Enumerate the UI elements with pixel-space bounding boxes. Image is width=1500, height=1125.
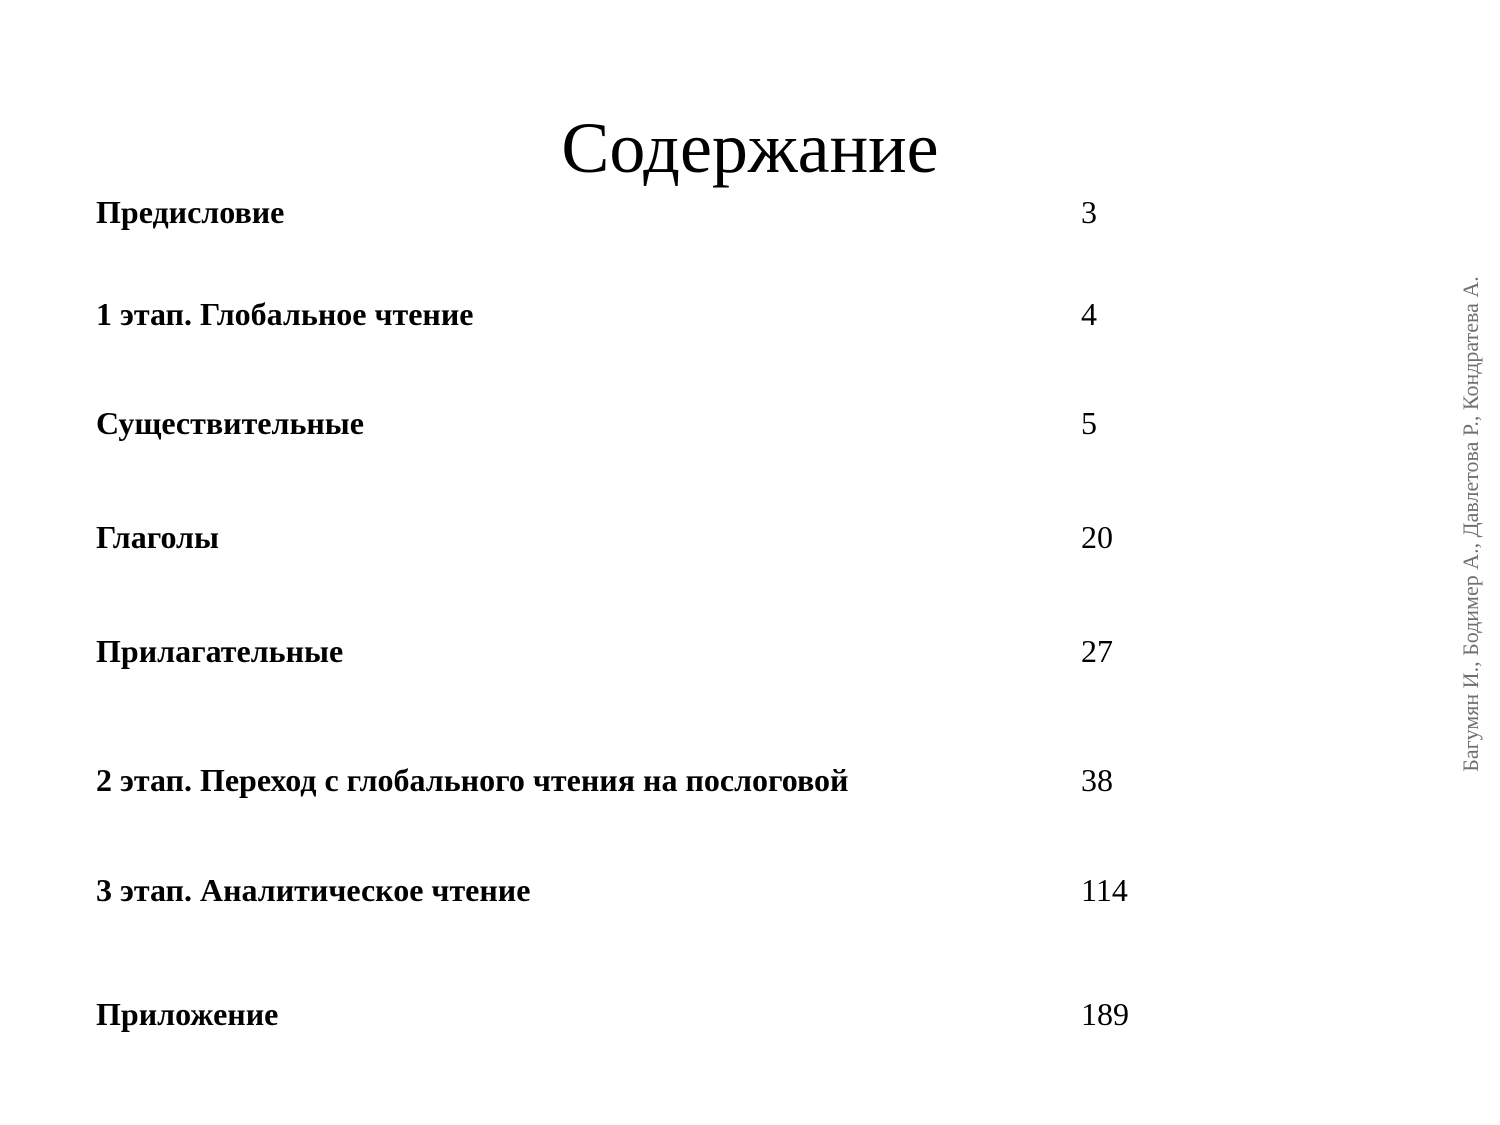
toc-entry-label: Приложение	[96, 996, 279, 1032]
toc-entry[interactable]	[96, 292, 1196, 336]
toc-entry-label: 3 этап. Аналитическое чтение	[96, 872, 531, 908]
toc-entry[interactable]	[96, 758, 1196, 802]
toc-entry-page: 3	[1081, 194, 1097, 230]
toc-entry[interactable]	[96, 401, 1196, 445]
toc-entry[interactable]	[96, 629, 1196, 673]
toc-entry[interactable]	[96, 515, 1196, 559]
toc-entry-label: Глаголы	[96, 519, 219, 555]
toc-entry-page: 27	[1081, 633, 1113, 669]
page-title: Содержание	[561, 108, 939, 189]
toc-entry-label: 1 этап. Глобальное чтение	[96, 296, 474, 332]
toc-entry-label: Прилагательные	[96, 633, 344, 669]
toc-entry[interactable]	[96, 992, 1196, 1036]
toc-entry[interactable]	[96, 190, 1196, 234]
toc-entry-label: 2 этап. Переход с глобального чтения на послоговой	[96, 762, 849, 798]
toc-entry-page: 4	[1081, 296, 1097, 332]
toc-entry-page: 114	[1081, 872, 1128, 908]
toc-entry-label: Существительные	[96, 405, 364, 441]
toc-entry-page: 20	[1081, 519, 1113, 555]
toc-entry-label: Предисловие	[96, 194, 285, 230]
authors-credit: Багумян И., Бодимер А., Давлетова Р., Кондратева А.	[1458, 276, 1483, 772]
toc-entry-page: 5	[1081, 405, 1097, 441]
toc-entry[interactable]	[96, 868, 1196, 912]
toc-entry-page: 38	[1081, 762, 1113, 798]
toc-entry-page: 189	[1081, 996, 1129, 1032]
